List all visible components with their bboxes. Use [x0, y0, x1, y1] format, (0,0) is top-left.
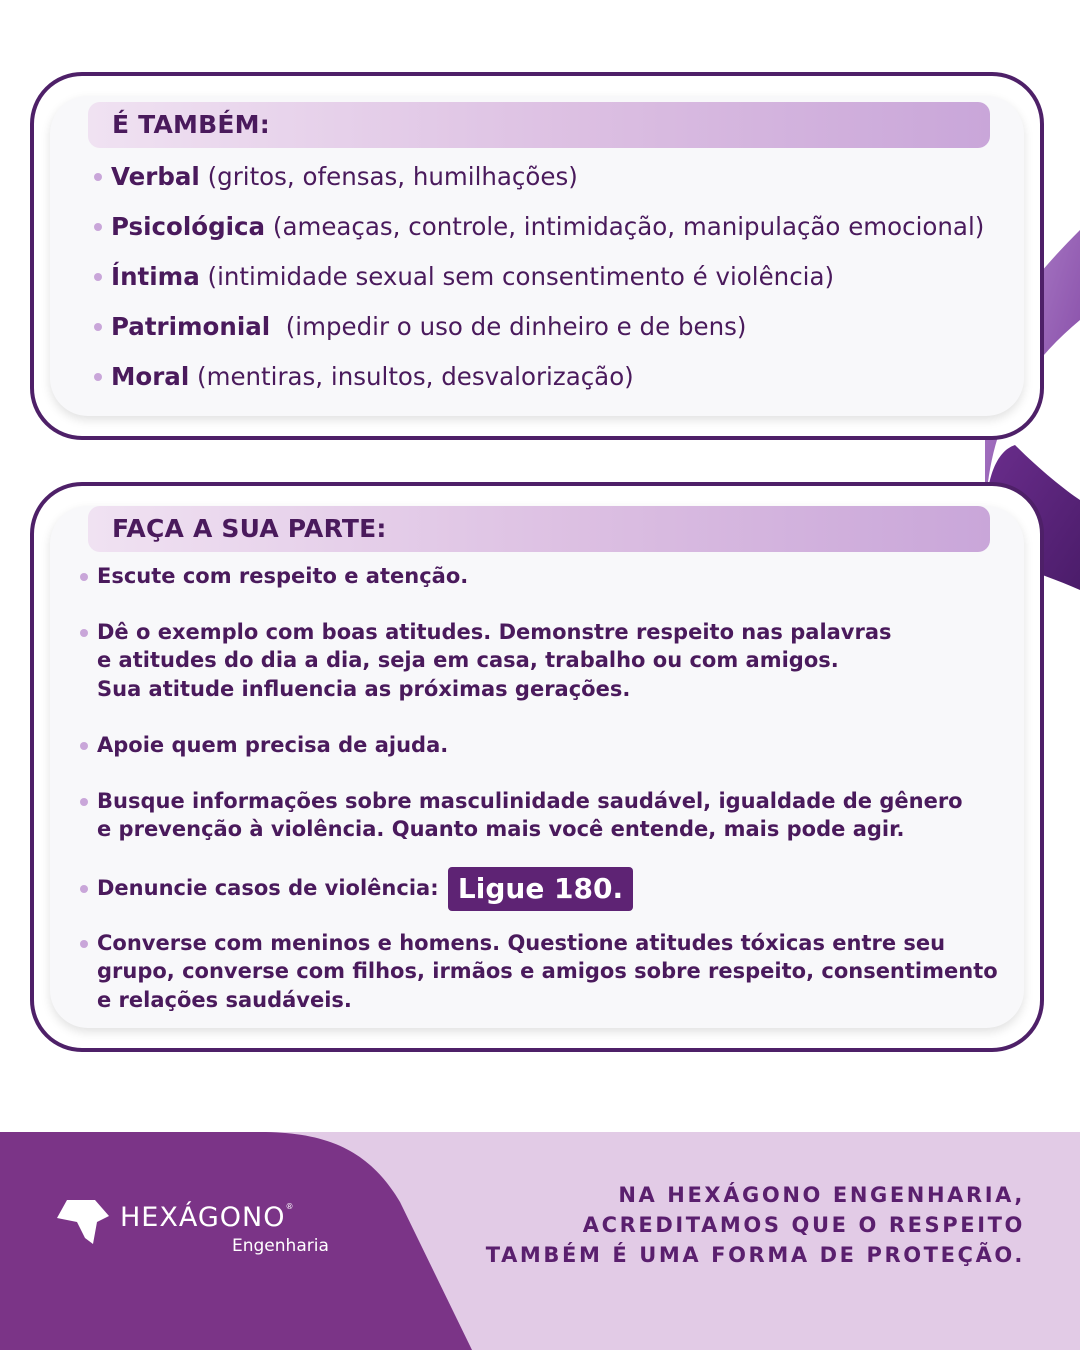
item-text: e atitudes do dia a dia, seja em casa, trabalho ou com amigos. [97, 648, 839, 672]
item-desc: (impedir o uso de dinheiro e de bens) [270, 312, 747, 341]
registered-mark: ® [285, 1202, 295, 1211]
logo-wordmark [120, 1202, 294, 1233]
tagline-line: TAMBÉM É UMA FORMA DE PROTEÇÃO. [485, 1243, 1025, 1267]
bullet-icon [94, 323, 102, 331]
hexagon-logo-icon [55, 1198, 113, 1248]
item-text: Escute com respeito e atenção. [97, 564, 469, 588]
list-item [80, 731, 998, 760]
item-text: Dê o exemplo com boas atitudes. Demonstre respeito nas palavras [97, 619, 892, 644]
bullet-icon [80, 742, 88, 750]
item-term: Verbal [111, 162, 200, 191]
item-term: Psicológica [111, 212, 266, 241]
logo-name: HEXÁGONO [120, 1202, 286, 1233]
item-text: Busque informações sobre masculinidade saudável, igualdade de gênero [97, 788, 963, 813]
list-item [94, 352, 984, 402]
violence-types-card [30, 72, 1044, 440]
item-desc: (ameaças, controle, intimidação, manipulação emocional) [265, 212, 985, 241]
item-text: grupo, converse com filhos, irmãos e amigos sobre respeito, consentimento [97, 959, 998, 983]
item-term: Patrimonial [111, 312, 271, 341]
bullet-icon [94, 223, 102, 231]
item-term: Íntima [111, 262, 200, 291]
list-item [94, 302, 984, 352]
section2-heading: FAÇA A SUA PARTE: [88, 506, 990, 552]
item-text: Apoie quem precisa de ajuda. [97, 733, 449, 757]
list-item [94, 152, 984, 202]
tagline-line: NA HEXÁGONO ENGENHARIA, [618, 1183, 1025, 1207]
do-your-part-card [30, 482, 1044, 1052]
list-item [94, 252, 984, 302]
item-desc: (gritos, ofensas, humilhações) [199, 162, 578, 191]
item-text: Sua atitude influencia as próximas gerações. [97, 676, 631, 701]
violence-types-list [94, 152, 984, 402]
footer-tagline [486, 1180, 1025, 1270]
list-item [94, 202, 984, 252]
bullet-icon [94, 373, 102, 381]
list-item [80, 787, 998, 844]
do-your-part-card-inner [50, 506, 1024, 1028]
list-item [80, 562, 998, 591]
item-text: Denuncie casos de violência: [97, 875, 439, 900]
bullet-icon [94, 273, 102, 281]
hotline-badge: Ligue 180. [448, 867, 633, 911]
list-item [80, 866, 998, 911]
item-desc: (mentiras, insultos, desvalorização) [189, 362, 634, 391]
company-logo [55, 1198, 355, 1268]
list-item [80, 929, 998, 1015]
bullet-icon [80, 798, 88, 806]
item-text: e relações saudáveis. [97, 987, 352, 1012]
bullet-icon [94, 173, 102, 181]
do-your-part-list [80, 562, 998, 1014]
bullet-icon [80, 885, 88, 893]
item-text: Converse com meninos e homens. Questione atitudes tóxicas entre seu [97, 930, 946, 955]
violence-types-card-inner [50, 96, 1024, 416]
bullet-icon [80, 573, 88, 581]
item-term: Moral [111, 362, 190, 391]
item-desc: (intimidade sexual sem consentimento é violência) [199, 262, 835, 291]
logo-subtitle: Engenharia [232, 1236, 329, 1256]
list-item [80, 618, 998, 704]
tagline-line: ACREDITAMOS QUE O RESPEITO [582, 1213, 1025, 1237]
bullet-icon [80, 629, 88, 637]
section1-heading: É TAMBÉM: [88, 102, 990, 148]
footer-banner [0, 1132, 1080, 1350]
item-text: e prevenção à violência. Quanto mais você entende, mais pode agir. [97, 817, 905, 841]
bullet-icon [80, 940, 88, 948]
